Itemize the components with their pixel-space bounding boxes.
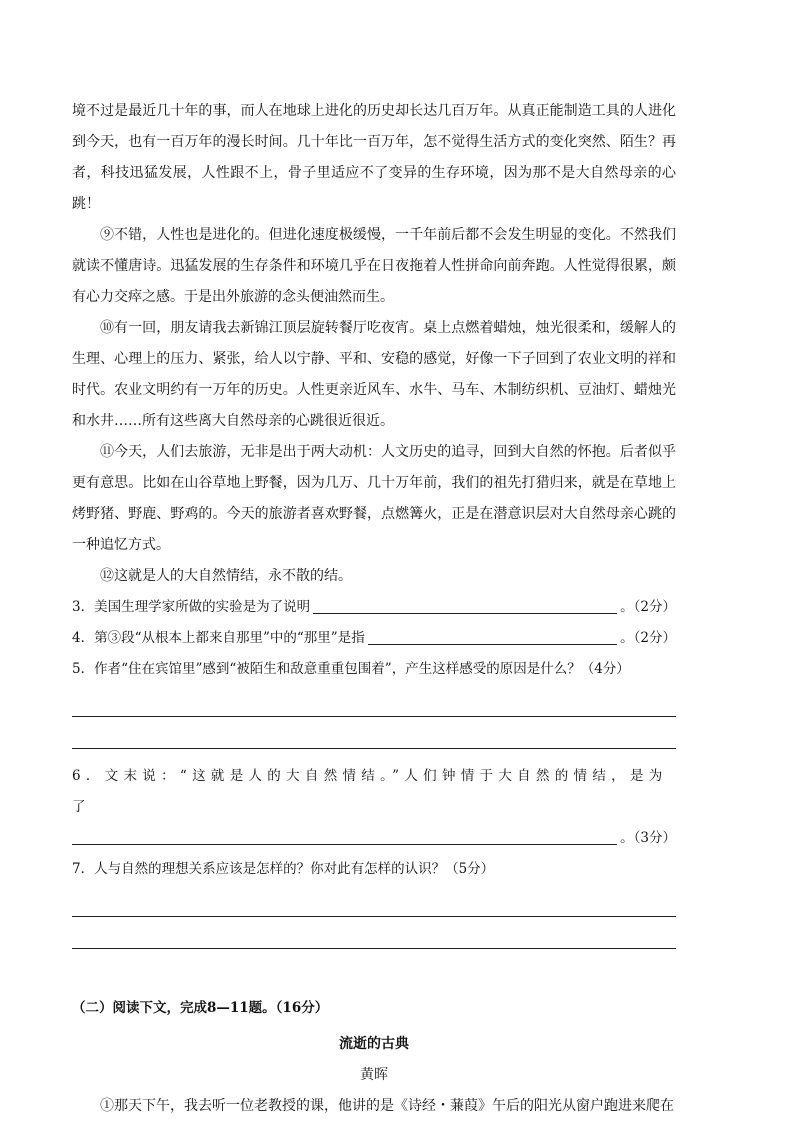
question-6-answer-row (72, 823, 676, 854)
question-6-answer-blank[interactable] (72, 844, 617, 845)
paragraph-10: ⑩有一回，朋友请我去新锦江顶层旋转餐厅吃夜宵。桌上点燃着蜡烛，烛光很柔和，缓解人的生理、心理上的压力、紧张，给人以宁静、平和、安稳的感觉，好像一下子回到了农业文明的祥和时代。农业文明约有一万年的历史。人性更亲近风车、水牛、马车、木制纺织机、豆油灯、蜡烛光和水井……所有这些离大自然母亲的心跳很近很近。 (72, 320, 676, 429)
question-3-text: 3．美国生理学家所做的实验是为了说明 (72, 599, 311, 615)
question-5-answer-line[interactable] (72, 717, 676, 749)
article-title: 流逝的古典 (339, 1036, 409, 1052)
section-2-heading: （二）阅读下文，完成8—11题。（16分） (72, 1000, 329, 1016)
paragraph-9: ⑨不错，人性也是进化的。但进化速度极缓慢，一千年前后都不会发生明显的变化。不然我们就读不懂唐诗。迅猛发展的生存条件和环境几乎在日夜拖着人性拼命向前奔跑。人性觉得很累，颇有心力交瘁之感。于是出外旅游的念头便油然而生。 (72, 227, 676, 305)
question-6-score: 。（3分） (620, 830, 676, 846)
question-7-text: 7．人与自然的理想关系应该是怎样的？你对此有怎样的认识？（5分） (72, 861, 495, 877)
question-4-text: 4．第③段“从根本上都来自那里”中的“那里”是指 (72, 630, 365, 646)
question-7-answer-line[interactable] (72, 917, 676, 949)
question-7-answer-line[interactable] (72, 885, 676, 917)
paragraph-12: ⑫这就是人的大自然情结，永不散的结。 (100, 568, 352, 584)
question-4-answer-blank[interactable] (368, 644, 617, 645)
question-3-answer-blank[interactable] (313, 613, 617, 614)
paragraph-8-continued: 境不过是最近几十年的事，而人在地球上进化的历史却长达几百万年。从真正能制造工具的人进化到今天，也有一百万年的漫长时间。几十年比一百万年，怎不觉得生活方式的变化突然、陌生？再者，科技迅猛发展，人性跟不上，骨子里适应不了变异的生存环境，因为那不是大自然母亲的心跳！ (72, 103, 676, 212)
question-5-answer-line[interactable] (72, 685, 676, 717)
paragraph-11: ⑪今天，人们去旅游，无非是出于两大动机：人文历史的追寻，回到大自然的怀抱。后者似乎更有意思。比如在山谷草地上野餐，因为几万、几十万年前，我们的祖先打猎归来，就是在草地上烤野猪、野鹿、野鸡的。今天的旅游者喜欢野餐，点燃篝火，正是在潜意识层对大自然母亲心跳的一种追忆方式。 (72, 444, 676, 553)
question-4 (72, 623, 676, 654)
section-2-paragraph-1: ①那天下午，我去听一位老教授的课，他讲的是《诗经・蒹葭》午后的阳光从窗户跑进来爬在 (100, 1098, 674, 1114)
question-3 (72, 592, 676, 623)
question-3-score: 。（2分） (620, 599, 676, 615)
question-6-text: 6．文末说：“这就是人的大自然情结。”人们钟情于大自然的情结，是为了 (72, 768, 668, 815)
question-5-text: 5．作者“住在宾馆里”感到“被陌生和敌意重重包围着”，产生这样感受的原因是什么？（4分） (72, 661, 630, 677)
page-content (72, 96, 676, 1122)
question-4-score: 。（2分） (620, 630, 676, 646)
article-author: 黄晖 (360, 1067, 388, 1083)
